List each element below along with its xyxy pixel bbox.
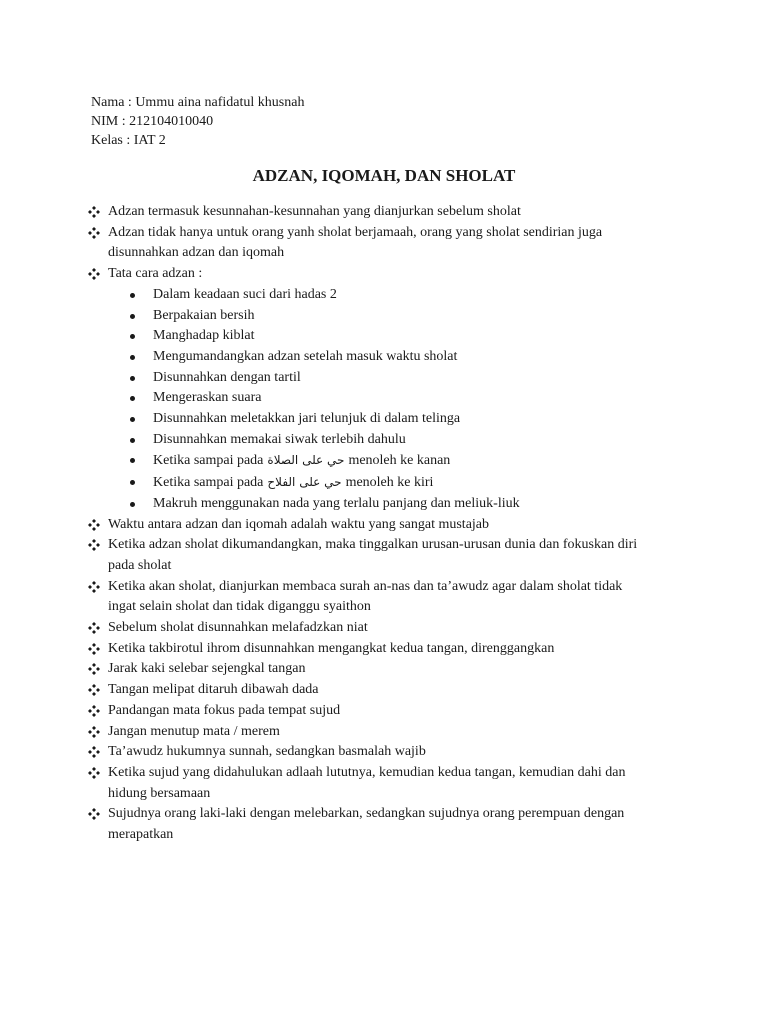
- sub-item-text: Dalam keadaan suci dari hadas 2: [153, 286, 337, 302]
- sub-item-text: Manghadap kiblat: [153, 328, 255, 344]
- list-item: [0, 742, 768, 763]
- four-diamond-bullet-icon: [88, 515, 102, 536]
- four-diamond-bullet-icon: [88, 223, 102, 244]
- four-diamond-bullet-icon: [88, 264, 102, 285]
- list-item: [0, 243, 768, 264]
- list-item: [0, 430, 768, 451]
- list-item: [0, 535, 768, 556]
- list-item: [0, 701, 768, 722]
- round-bullet-icon: [130, 438, 135, 443]
- sub-item-text: Disunnahkan memakai siwak terlebih dahulu: [153, 431, 406, 447]
- list-item-text: Sujudnya orang laki-laki dengan melebarkan, sedangkan sujudnya orang perempuan dengan: [108, 806, 625, 822]
- sub-item-text: Disunnahkan dengan tartil: [153, 369, 301, 385]
- list-item-continuation: disunnahkan adzan dan iqomah: [108, 245, 285, 261]
- list-item: [0, 804, 768, 825]
- list-item-text: Tangan melipat ditaruh dibawah dada: [108, 682, 319, 698]
- list-item: [0, 285, 768, 306]
- list-item-text: Pandangan mata fokus pada tempat sujud: [108, 702, 341, 718]
- four-diamond-bullet-icon: [88, 577, 102, 598]
- four-diamond-bullet-icon: [88, 639, 102, 660]
- list-item: [0, 264, 768, 285]
- list-item: [0, 577, 768, 598]
- list-item: [0, 202, 768, 223]
- content-list: [0, 202, 768, 846]
- list-item-text: Sebelum sholat disunnahkan melafadzkan niat: [108, 620, 368, 636]
- four-diamond-bullet-icon: [88, 659, 102, 680]
- list-item: [0, 763, 768, 784]
- list-item: [0, 784, 768, 805]
- list-item-continuation: pada sholat: [108, 557, 172, 573]
- list-item-text: Adzan tidak hanya untuk orang yanh sholat berjamaah, orang yang sholat sendirian juga: [108, 224, 603, 240]
- sub-item-text: [0, 472, 768, 494]
- list-item: [0, 347, 768, 368]
- sub-item-text: [0, 450, 768, 472]
- round-bullet-icon: [130, 355, 135, 360]
- list-item: [0, 556, 768, 577]
- list-item: [0, 515, 768, 536]
- list-item: [0, 722, 768, 743]
- list-item: [0, 472, 768, 494]
- student-nim: NIM : 212104010040: [91, 114, 214, 129]
- list-item: [0, 680, 768, 701]
- sub-item-text: Berpakaian bersih: [153, 307, 255, 323]
- four-diamond-bullet-icon: [88, 618, 102, 639]
- four-diamond-bullet-icon: [88, 202, 102, 223]
- round-bullet-icon: [130, 376, 135, 381]
- list-item: [0, 639, 768, 660]
- round-bullet-icon: [130, 314, 135, 319]
- list-item-continuation: merapatkan: [108, 827, 174, 843]
- list-item: [0, 409, 768, 430]
- list-item-text: Jangan menutup mata / merem: [108, 723, 280, 739]
- student-name: Nama : Ummu aina nafidatul khusnah: [91, 95, 305, 110]
- sub-item-text: Mengumandangkan adzan setelah masuk waktu sholat: [153, 348, 458, 364]
- sub-item-text: Mengeraskan suara: [153, 390, 262, 406]
- list-item-text: Ketika adzan sholat dikumandangkan, maka tinggalkan urusan-urusan dunia dan fokuskan diri: [108, 537, 638, 553]
- four-diamond-bullet-icon: [88, 763, 102, 784]
- document-title: ADZAN, IQOMAH, DAN SHOLAT: [252, 166, 516, 185]
- arabic-phrase: حي على الصلاة: [267, 453, 345, 468]
- sub-item-text-after: menoleh ke kiri: [345, 475, 434, 491]
- four-diamond-bullet-icon: [88, 722, 102, 743]
- list-item-continuation: hidung bersamaan: [108, 785, 211, 801]
- list-item-text: Ta’awudz hukumnya sunnah, sedangkan basmalah wajib: [108, 744, 426, 760]
- list-item-text: Adzan termasuk kesunnahan-kesunnahan yang dianjurkan sebelum sholat: [108, 204, 521, 219]
- sub-item-text-before: Ketika sampai pada: [153, 453, 264, 469]
- four-diamond-bullet-icon: [88, 742, 102, 763]
- list-item-text: Jarak kaki selebar sejengkal tangan: [108, 661, 306, 677]
- list-item: [0, 368, 768, 389]
- round-bullet-icon: [130, 417, 135, 422]
- list-item-continuation: ingat selain sholat dan tidak diganggu syaithon: [108, 599, 371, 615]
- sub-item-text: Makruh menggunakan nada yang terlalu panjang dan meliuk-liuk: [153, 495, 520, 511]
- student-info: [91, 93, 304, 150]
- list-item: [0, 326, 768, 347]
- list-item: [0, 306, 768, 327]
- list-item-text: Waktu antara adzan dan iqomah adalah waktu yang sangat mustajab: [108, 516, 490, 532]
- four-diamond-bullet-icon: [88, 535, 102, 556]
- student-class: Kelas : IAT 2: [91, 133, 166, 148]
- list-item: [0, 825, 768, 846]
- list-item: [0, 388, 768, 409]
- list-item: [0, 494, 768, 515]
- arabic-phrase: حي على الفلاح: [267, 475, 342, 490]
- sub-item-text-after: menoleh ke kanan: [348, 453, 451, 469]
- list-item: [0, 223, 768, 244]
- list-item-text: Tata cara adzan :: [108, 266, 203, 282]
- round-bullet-icon: [130, 293, 135, 298]
- list-item: [0, 659, 768, 680]
- four-diamond-bullet-icon: [88, 680, 102, 701]
- list-item-text: Ketika akan sholat, dianjurkan membaca surah an-nas dan ta’awudz agar dalam sholat tidak: [108, 578, 623, 594]
- four-diamond-bullet-icon: [88, 701, 102, 722]
- list-item: [0, 618, 768, 639]
- four-diamond-bullet-icon: [88, 804, 102, 825]
- sub-item-text-before: Ketika sampai pada: [153, 475, 264, 491]
- list-item: [0, 597, 768, 618]
- list-item: [0, 450, 768, 472]
- sub-item-text: Disunnahkan meletakkan jari telunjuk di dalam telinga: [153, 411, 461, 427]
- list-item-text: Ketika sujud yang didahulukan adlaah lututnya, kemudian kedua tangan, kemudian dahi dan: [108, 764, 626, 780]
- round-bullet-icon: [130, 502, 135, 507]
- list-item-text: Ketika takbirotul ihrom disunnahkan mengangkat kedua tangan, direnggangkan: [108, 640, 555, 656]
